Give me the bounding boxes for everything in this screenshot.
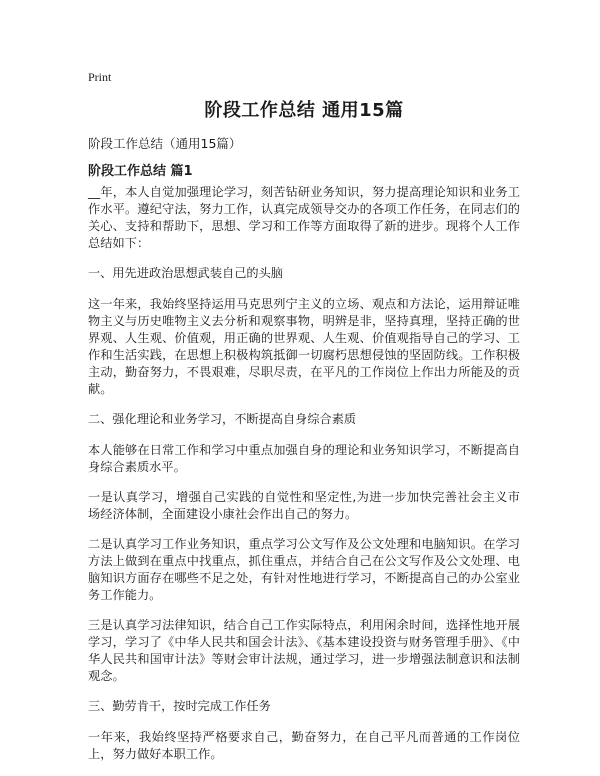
heading-2: 二、强化理论和业务学习，不断提高自身综合素质	[88, 412, 357, 426]
paragraph-1: 这一年来，我始终坚持运用马克思列宁主义的立场、观点和方法论，运用辩证唯物主义与历史唯物主义去分析和观察事物，明辨是非，坚持真理，坚持正确的世界观、人生观、价值观，用正确的世界观、人生观、价值观指导自己的学习、工作和生活实践，在思想上积极构筑抵御一切腐朽思想侵蚀的坚固防线。工作积极主动，勤奋努力，不畏艰难，尽职尽责，在平凡的工作岗位上作出力所能及的贡献。	[88, 297, 520, 396]
section-title: 阶段工作总结 篇1	[88, 164, 193, 179]
paragraph-5: 三是认真学习法律知识，结合自己工作实际特点，利用闲余时间，选择性地开展学习，学习了《中华人民共和国会计法》、《基本建设投资与财务管理手册》、《中华人民共和国审计法》等财会审计法规，通过学习，进一步增强法制意识和法制观念。	[88, 618, 520, 683]
document-body	[88, 184, 520, 776]
heading-1: 一、用先进政治思想武装自己的头脑	[88, 266, 283, 280]
heading-3: 三、勤劳肯干，按时完成工作任务	[88, 699, 271, 713]
print-link[interactable]: Print	[88, 70, 112, 84]
paragraph-intro: __年，本人自觉加强理论学习，刻苦钻研业务知识，努力提高理论知识和业务工作水平。遵纪守法，努力工作，认真完成领导交办的各项工作任务，在同志们的关心、支持和帮助下，思想、学习和工作等方面取得了新的进步。现将个人工作总结如下：	[88, 185, 520, 250]
paragraph-4: 二是认真学习工作业务知识，重点学习公文写作及公文处理和电脑知识。在学习方法上做到在重点中找重点，抓住重点，并结合自己在公文写作及公文处理、电脑知识方面存在哪些不足之处，有针对性地进行学习，不断提高自己的办公室业务工作能力。	[88, 537, 520, 602]
document-subtitle: 阶段工作总结（通用15篇）	[88, 136, 242, 151]
paragraph-3: 一是认真学习，增强自己实践的自觉性和坚定性,为进一步加快完善社会主义市场经济体制，全面建设小康社会作出自己的努力。	[88, 490, 520, 521]
paragraph-6: 一年来，我始终坚持严格要求自己，勤奋努力，在自己平凡而普通的工作岗位上，努力做好本职工作。	[88, 730, 520, 761]
page-title: 阶段工作总结 通用15篇	[204, 100, 404, 121]
paragraph-2: 本人能够在日常工作和学习中重点加强自身的理论和业务知识学习，不断提高自身综合素质水平。	[88, 443, 520, 474]
